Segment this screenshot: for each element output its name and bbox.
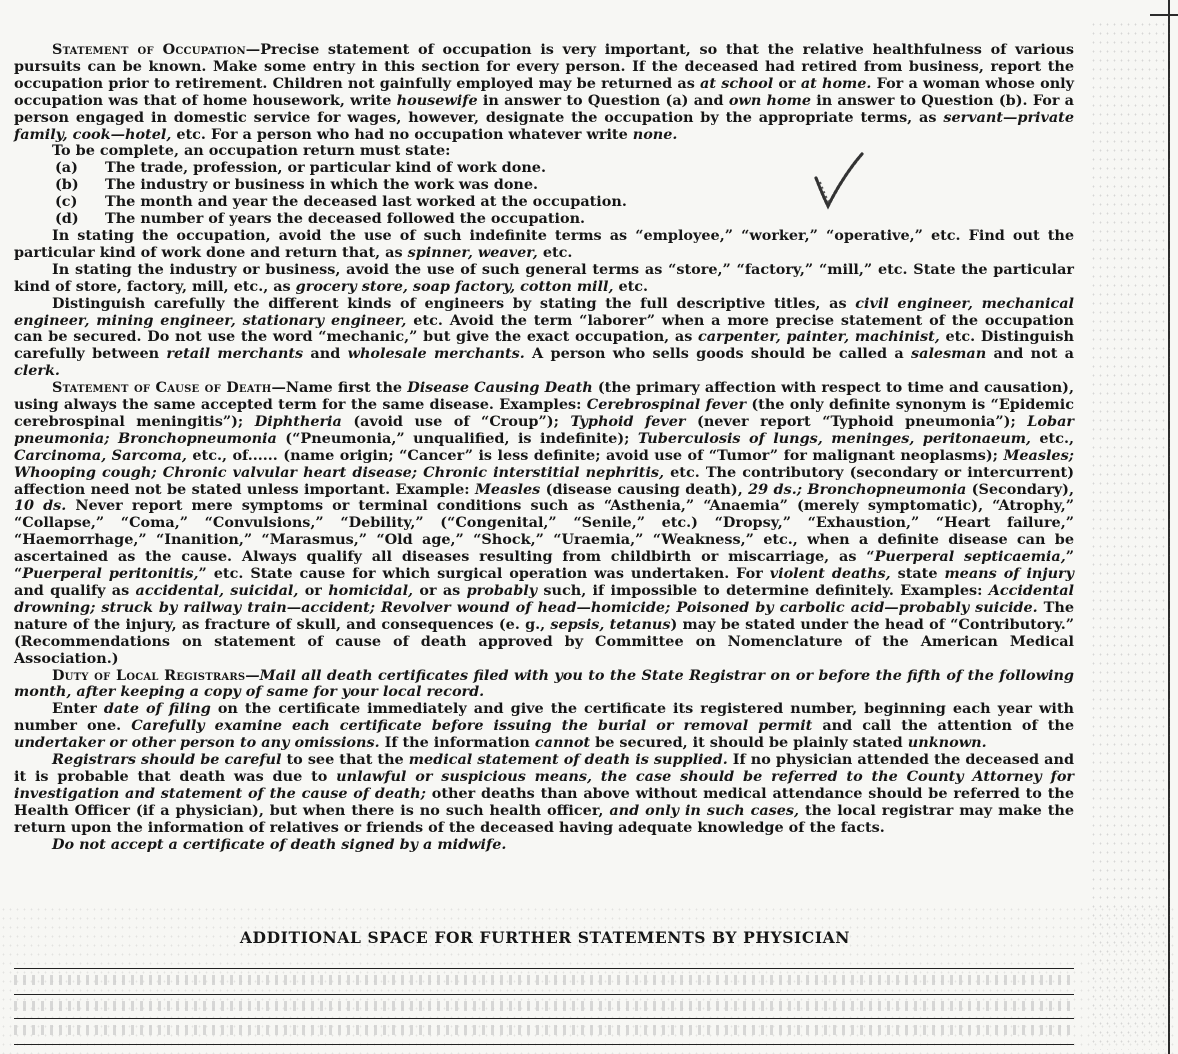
list-item: (b) The industry or business in which the work was done. [55,176,539,194]
list-item: (d) The number of years the deceased followed the occupation. [55,210,586,228]
faint-scan-line [14,1025,1074,1035]
instructions-text [14,42,1074,854]
faint-scan-line [14,975,1074,985]
writing-line [14,1018,1074,1019]
occupation-heading: Statement of Occupation [52,41,246,58]
industry-paragraph: In stating the industry or business, avoid the use of such general terms as “store,” “factory,” “mill,” etc. State the particular kind of store, factory, mill, etc., as grocery store, soap factory, cotton mill, etc. [14,260,1074,295]
medical-statement-paragraph: Registrars should be careful to see that the medical statement of death is supplied. If no physician attended the deceased and it is probable that death was due to unlawful or suspicious means, the case should be referred to the County Attorney for investigation and statement of the cause of death; other deaths than above without medical attendance should be referred to the Health Officer (if a physician), but when there is no such health officer, and only in such cases, the local registrar may make the return upon the information of relatives or friends of the deceased having adequate knowledge of the facts. [14,751,1075,836]
scan-noise [1090,20,1170,1050]
list-item: (c) The month and year the deceased last worked at the occupation. [55,193,627,211]
occupation-terms-paragraph: In stating the occupation, avoid the use of such indefinite terms as “employee,” “worker,” “operative,” etc. Find out the particular kind of work done and return that, as spinner, weaver, etc. [14,226,1074,261]
registrars-duty-paragraph: Duty of Local Registrars—Mail all death certificates filed with you to the State Registrar on or before the fifth of the following month, after keeping a copy of same for your local record. [14,666,1074,701]
faint-scan-line [14,1001,1074,1011]
writing-line [14,994,1074,995]
midwife-paragraph: Do not accept a certificate of death signed by a midwife. [52,835,507,853]
engineers-paragraph: Distinguish carefully the different kinds of engineers by stating the full descriptive titles, as civil engineer, mechanical engineer, mining engineer, stationary engineer, etc. Avoid the term “laborer” when a more precise statement of the occupation can be secured. Do not use the word “mechanic,” but give the exact occupation, as carpenter, painter, machinist, etc. Distinguish carefully between retail merchants and wholesale merchants. A person who sells goods should be called a salesman and not a clerk. [14,294,1075,380]
page-border-right [1168,0,1170,1054]
handwritten-checkmark-icon [808,150,868,212]
occupation-requirements-intro: To be complete, an occupation return must state: [52,142,451,160]
list-item: (a) The trade, profession, or particular kind of work done. [55,159,546,177]
occupation-paragraph: Statement of Occupation—Precise statement of occupation is very important, so that the relative healthfulness of various pursuits can be known. Make some entry in this section for every person. If the deceased had retired from business, report the occupation prior to retirement. Children not gainfully employed may be returned as at school or at home. For a woman whose only occupation was that of home housework, write housewife in answer to Question (a) and own home in answer to Question (b). For a person engaged in domestic service for wages, however, designate the occupation by the appropriate terms, as servant—private family, cook—hotel, etc. For a person who had no occupation whatever write none. [14,41,1075,143]
cause-of-death-heading: Statement of Cause of Death [52,379,272,397]
registrars-heading: Duty of Local Registrars [52,666,246,684]
cause-of-death-paragraph: Statement of Cause of Death—Name first the Disease Causing Death (the primary affection with respect to time and causation), using always the same accepted term for the same disease. Examples: Cerebrospinal fever (the only definite synonym is “Epidemic cerebrospinal meningitis”); Diphtheria (avoid use of “Croup”); Typhoid fever (never report “Typhoid pneumonia”); Lobar pneumonia; Bronchopneumonia (“Pneumonia,” unqualified, is indefinite); Tuberculosis of lungs, meninges, peritonaeum, etc., Carcinoma, Sarcoma, etc., of...... (name origin; “Cancer” is less definite; avoid use of “Tumor” for malignant neoplasms); Measles; Whooping cough; Chronic valvular heart disease; Chronic interstitial nephritis, etc. The contributory (secondary or intercurrent) affection need not be stated unless important. Example: Measles (disease causing death), 29 ds.; Bronchopneumonia (Secondary), 10 ds. Never report mere symptoms or terminal conditions such as “Asthenia,” “Anaemia” (merely symptomatic), “Atrophy,” “Collapse,” “Coma,” “Convulsions,” “Debility,” (“Congenital,” “Senile,” etc.) “Dropsy,” “Exhaustion,” “Heart failure,” “Haemorrhage,” “Inanition,” “Marasmus,” “Old age,” “Shock,” “Uraemia,” “Weakness,” etc., when a definite disease can be ascertained as the cause. Always qualify all diseases resulting from childbirth or miscarriage, as “Puerperal septicaemia,” “Puerperal peritonitis,” etc. State cause for which surgical operation was undertaken. For violent deaths, state means of injury and qualify as accidental, suicidal, or homicidal, or as probably such, if impossible to determine definitely. Examples: Accidental drowning; struck by railway train—accident; Revolver wound of head—homicide; Poisoned by carbolic acid—probably suicide. The nature of the injury, as fracture of skull, and consequences (e. g., sepsis, tetanus) may be stated under the head of “Contributory.” (Recommendations on statement of cause of death approved by Committee on Nomenclature of the American Medical Association.) [14,379,1075,667]
page-border-top [1150,14,1178,16]
writing-line [14,1044,1074,1045]
occupation-requirements-list [14,160,1074,228]
writing-line [14,968,1074,969]
filing-paragraph: Enter date of filing on the certificate immediately and give the certificate its registered number, beginning each year with number one. Carefully examine each certificate before issuing the burial or removal permit and call the attention of the undertaker or other person to any omissions. If the information cannot be secured, it should be plainly stated unknown. [14,700,1074,752]
additional-space-title: ADDITIONAL SPACE FOR FURTHER STATEMENTS BY PHYSICIAN [239,928,851,947]
